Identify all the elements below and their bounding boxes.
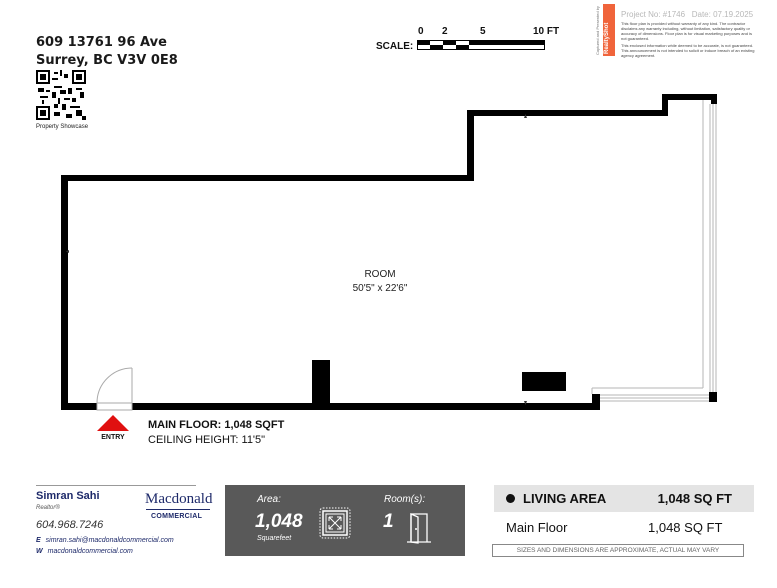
disclaimer-paragraph-2: This enclosed information while deemed to be accurate, is not guaranteed. This announcement is not intended to solicit or induce breach of an existing agency agreement. — [621, 43, 755, 58]
ceiling-height: CEILING HEIGHT: 11'5" — [148, 434, 266, 446]
divider — [36, 485, 196, 486]
bullet-icon — [506, 494, 515, 503]
scale-tick-0: 0 — [418, 26, 424, 37]
area-label: Area: — [257, 494, 281, 505]
brokerage-logo-sub: COMMERCIAL — [151, 513, 203, 520]
approximation-note: SIZES AND DIMENSIONS ARE APPROXIMATE, ACTUAL MAY VARY — [492, 544, 744, 557]
bottom-window — [592, 388, 709, 401]
website-link[interactable]: macdonaldcommercial.com — [47, 548, 133, 555]
agent-email[interactable] — [36, 537, 174, 544]
room-label — [300, 268, 460, 296]
web-prefix: W — [36, 548, 43, 555]
living-area-value: 1,048 SQ FT — [657, 491, 732, 506]
scale-tick-10: 10 FT — [533, 26, 560, 37]
brokerage-logo-name: Macdonald — [145, 491, 213, 507]
scale-tick-2: 2 — [442, 26, 448, 37]
room-name: ROOM — [364, 269, 396, 280]
right-window — [703, 100, 716, 392]
project-number: Project No: #1746 — [621, 10, 686, 19]
captured-caption: Captured and Presented by — [595, 6, 600, 55]
floor-info — [148, 418, 284, 448]
scale-tick-5: 5 — [480, 26, 486, 37]
main-floor-label: Main Floor — [506, 520, 568, 535]
agent-website[interactable] — [36, 548, 133, 555]
entry-label: ENTRY — [101, 434, 125, 441]
email-address[interactable]: simran.sahi@macdonaldcommercial.com — [45, 537, 174, 544]
expand-area-icon — [319, 507, 351, 539]
agent-title: Realtor® — [36, 505, 60, 511]
entry-arrow-icon — [97, 415, 129, 431]
stats-panel — [225, 485, 465, 556]
living-area-label: LIVING AREA — [523, 491, 607, 506]
entry-door — [97, 368, 132, 410]
address-line-2: Surrey, BC V3V 0E8 — [36, 53, 178, 68]
email-prefix: E — [36, 537, 41, 544]
agent-name: Simran Sahi — [36, 490, 100, 502]
main-floor-value: 1,048 SQ FT — [648, 520, 723, 535]
project-date: Date: 07.19.2025 — [691, 10, 754, 19]
door-icon — [403, 510, 435, 544]
address-line-1: 609 13761 96 Ave — [36, 35, 167, 50]
rooms-label: Room(s): — [384, 494, 426, 505]
area-value: 1,048 — [255, 511, 303, 532]
disclaimer-paragraph-1: This floor plan is provided without warranty of any kind. The contractor disclaims any warranty including, without limitation, satisfactory quality or accuracy of dimensions. Floor plan is for visual marketing purposes and is not guaranteed. — [621, 21, 752, 41]
realtyshot-logo: RealtyShot — [603, 4, 615, 56]
scale-label: SCALE: — [376, 41, 414, 52]
rooms-value: 1 — [383, 511, 394, 532]
main-floor-area: MAIN FLOOR: 1,048 SQFT — [148, 419, 285, 431]
area-unit: Squarefeet — [257, 535, 292, 542]
agent-phone[interactable]: 604.968.7246 — [36, 519, 104, 531]
walls — [61, 94, 717, 410]
qr-caption: Property Showcase — [36, 124, 89, 130]
living-area-header — [494, 485, 754, 512]
room-dimensions: 50'5" x 22'6" — [352, 283, 408, 294]
logo-divider — [146, 509, 210, 510]
